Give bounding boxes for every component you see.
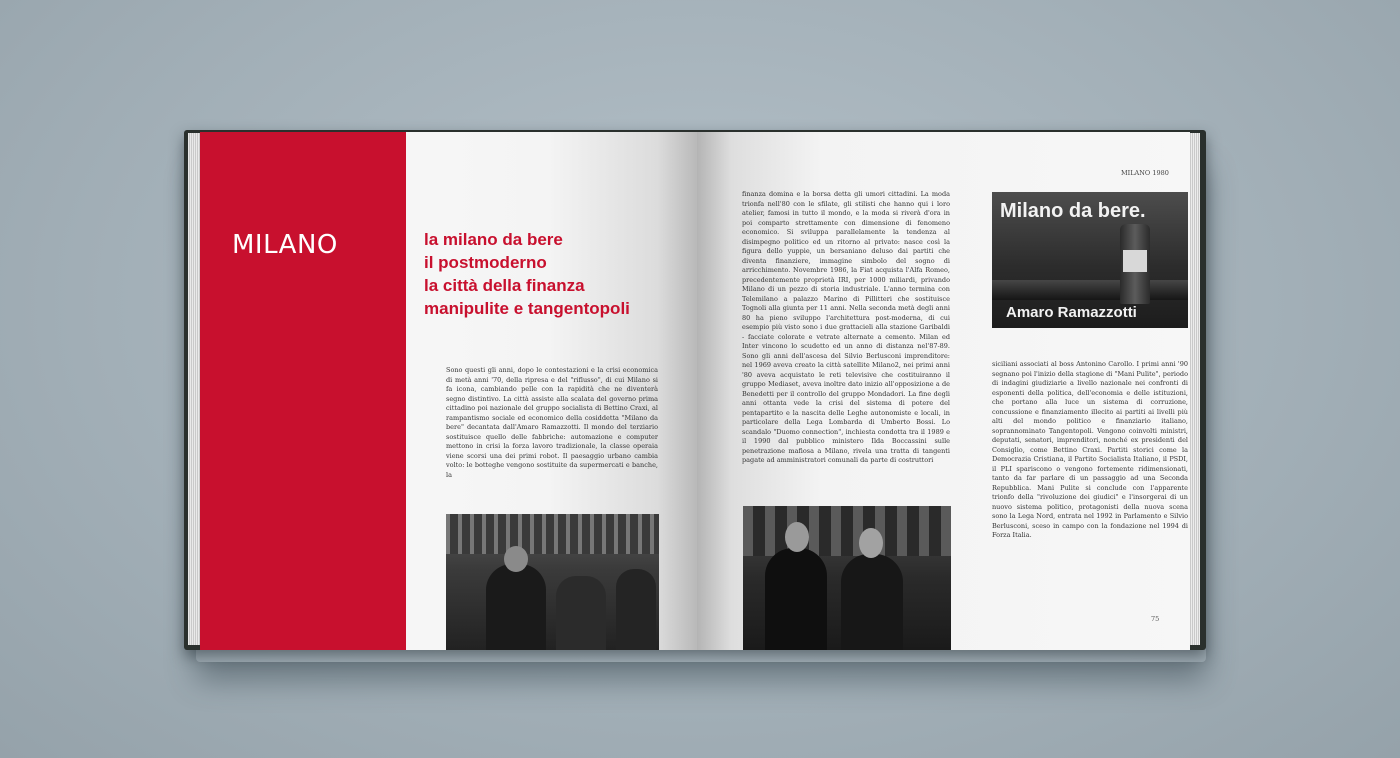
photo-studio-backdrop (743, 506, 951, 556)
ad-bottle-label (1123, 250, 1147, 272)
ad-title: Milano da bere. (1000, 200, 1146, 222)
right-column-b-text: siciliani associati al boss Antonino Carollo. I primi anni '90 segnano poi l'inizio della stagione di "Mani Pulite", periodo di indagini giudiziarie a livello nazionale nei confronti di esponenti della politica, dell'economia e delle istituzioni, che portano alla luce un sistema di corruzione, concussione e finanziamento illecito ai partiti ai livelli più alti del mondo politico e finanziario italiano, soprannominato Tangentopoli. Vengono coinvolti ministri, deputati, senatori, imprenditori, nonché ex presidenti del Consiglio, come Bettino Craxi. Partiti storici come la Democrazia Cristiana, il Partito Socialista Italiano, il PSDI, il PLI spariscono o vengono fortemente ridimensionati, tanto da far parlare di un passaggio ad una Seconda Repubblica. Mani Pulite si conclude con l'apparente trionfo della "rivoluzione dei giudici" e l'insorgerai di un nuovo sistema politico, protagonisti della nuova scena sono la Lega Nord, entrata nel 1992 in Parlamento e Silvio Berlusconi, sceso in campo con la fondazione nel 1994 di Forza Italia. (992, 360, 1188, 539)
photo-figure (765, 548, 827, 650)
right-page (697, 132, 1190, 650)
page-number: 75 (1151, 615, 1160, 623)
photo-figure (486, 564, 546, 650)
ad-photo-milano-da-bere (992, 192, 1188, 328)
photo-figure (556, 576, 606, 650)
headline (424, 228, 684, 320)
photo-face (504, 546, 528, 572)
photo-figure (841, 554, 903, 650)
headline-line: il postmoderno (424, 253, 547, 272)
photo-bars (446, 514, 659, 554)
page-stack-left (188, 133, 200, 645)
photo-figure (616, 569, 656, 650)
photo-protest-crowd (446, 514, 659, 650)
section-title: MILANO (232, 230, 338, 260)
ad-skyline (992, 280, 1188, 300)
headline-line: la milano da bere (424, 230, 563, 249)
left-page (200, 132, 697, 650)
headline-line: manipulite e tangentopoli (424, 299, 630, 318)
headline-line: la città della finanza (424, 276, 585, 295)
running-header: MILANO 1980 (1121, 169, 1169, 177)
left-body-text: Sono questi gli anni, dopo le contestazioni e la crisi economica di metà anni '70, della ripresa e del "riflusso", di cui Milano si fa icona, cambiando pelle con la rapidità che ne diventerà segno distintivo. La città assiste alla scalata del governo prima cittadino poi nazionale del gruppo socialista di Bettino Craxi, al rampantismo sociale ed economico della cosiddetta "Milano da bere" decantata dall'Amaro Ramazzotti. Il mondo del terziario sostituisce quello delle fabbriche: automazione e computer mettono in crisi la forza lavoro tradizionale, la classe operaia viene scorsi una dei primi robot. Il paesaggio urbano cambia volto: le botteghe vengono sostituite da supermercati e banche, la (446, 366, 658, 479)
ad-brand: Amaro Ramazzotti (1006, 304, 1137, 321)
red-band (200, 132, 406, 650)
right-column-a-text: finanza domina e la borsa detta gli umori cittadini. La moda trionfa nell'80 con le sfilate, gli stilisti che hanno qui i loro atelier, famosi in tutto il mondo, e la moda si riverà d'ora in poi comparto strettamente con dimensione di fenomeno economico. Si sviluppa parallelamente la tendenza al disimpegno politico ed un ritorno al privato: nasce così la figura dello yuppie, un bersaniano deluso dai partiti che diventa finanziere, immagine simbolo del sogno di arricchimento. Novembre 1986, la Fiat acquista l'Alfa Romeo, precedentemente proprietà IRI, per 1000 miliardi, privando Milano di un pezzo di storia industriale. L'anno termina con Telemilano a palazzo Marino di Pillitteri che sostituisce Tognoli alla giunta per 11 anni. Nella seconda metà degli anni 80 ha pieno sviluppo l'architettura post-moderna, di cui esempio più visto sono i due grattacieli alla stazione Garibaldi - facciate colorate e vetrate alternate a cemento. Milan ed Inter vincono lo scudetto ed un anno di distanza nel'87-89. Sono gli anni dell'ascesa del Silvio Berlusconi imprenditore: nel 1969 aveva creato la città satellite Milano2, nei primi anni '80 aveva acquistato le reti televisive che costituiranno il gruppo Mediaset, aveva inoltre dato inizio all'opposizione a de Benedetti per il controllo del gruppo Mondadori. La fine degli anni ottanta vede la crisi del sistema di potere del pentapartito e la nascita delle Leghe autonomiste e locali, in particolare della Lega Lombarda di Umberto Bossi. Lo scandalo "Duomo connection", inchiesta condotta tra il 1989 e il 1990 dal pubblico ministero Ilda Boccassini sulle penetrazione mafiosa a Milano, rivela una tratta di tangenti pagate ad amministratori comunali da parte di costruttori (742, 190, 950, 464)
photo-face (785, 522, 809, 552)
photo-face (859, 528, 883, 558)
photo-tv-hosts (743, 506, 951, 650)
